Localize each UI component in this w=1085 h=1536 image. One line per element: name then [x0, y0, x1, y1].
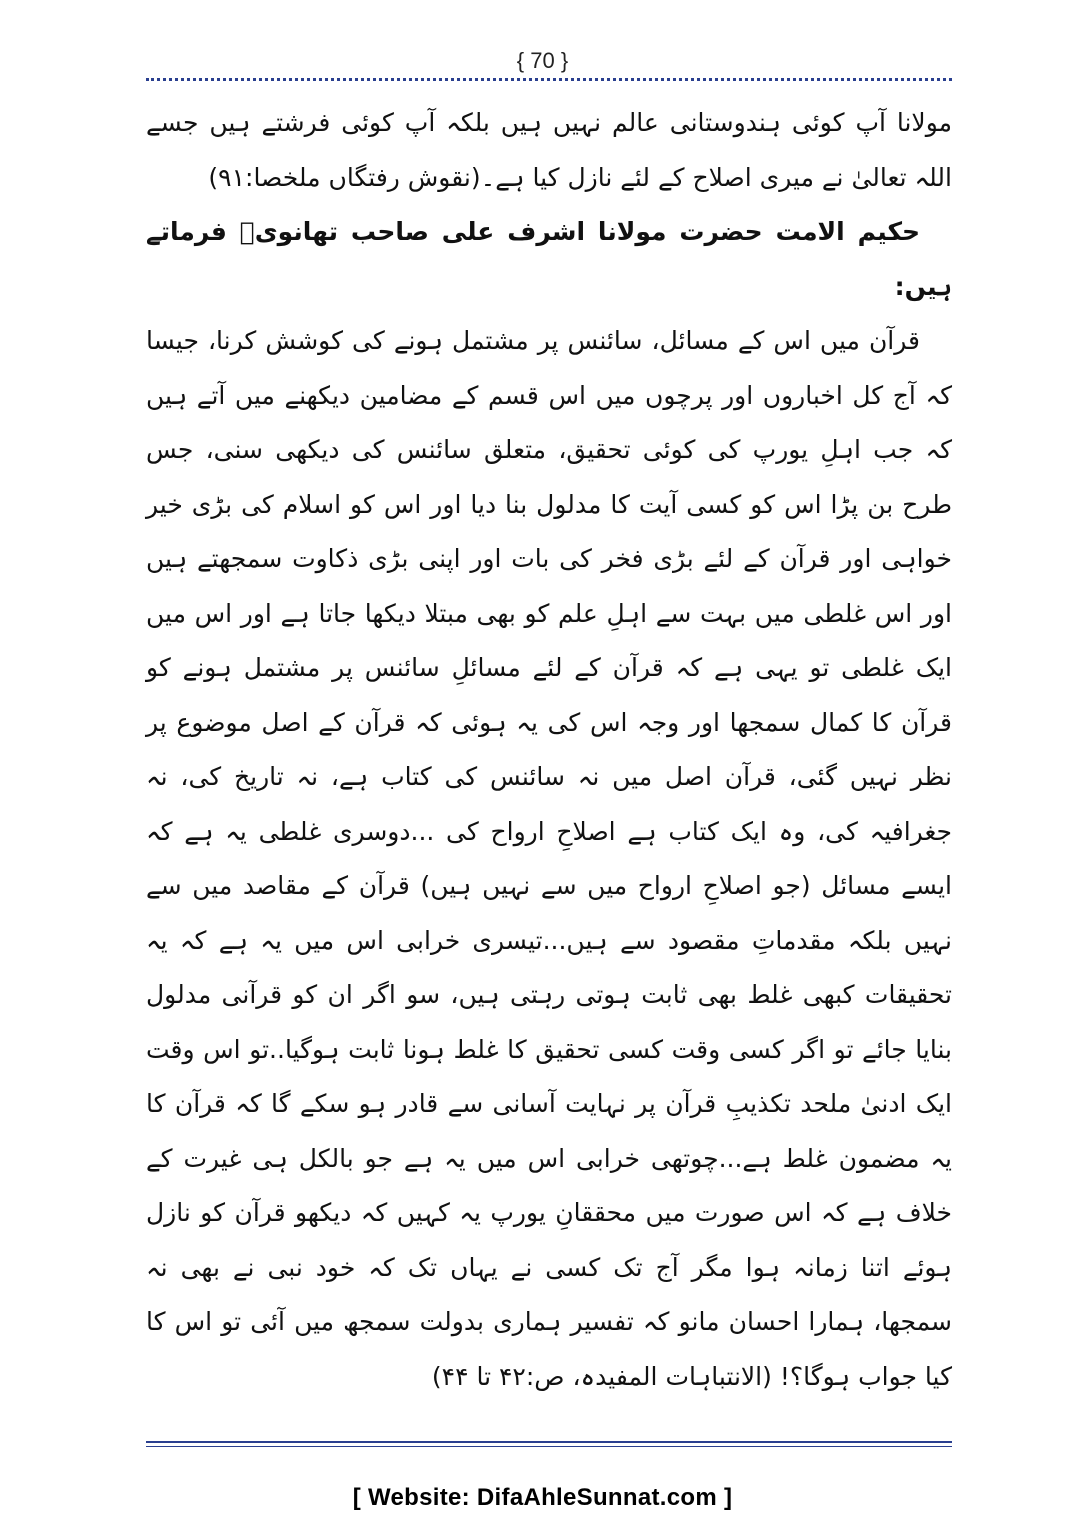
paragraph-quote-end: مولانا آپ کوئی ہندوستانی عالم نہیں ہیں بلکہ آپ کوئی فرشتے ہیں جسے اللہ تعالیٰ نے میری اصلاح کے لئے نازل کیا ہے۔(نقوش رفتگاں ملخصا:۹۱) [146, 108, 952, 192]
footer-divider-thin [146, 1446, 952, 1447]
header-dotted-divider [146, 78, 952, 81]
paragraph-thanvi-quote: قرآن میں اس کے مسائل، سائنس پر مشتمل ہونے کی کوشش کرنا، جیسا کہ آج کل اخباروں اور پرچوں میں اس قسم کے مضامین دیکھنے میں آتے ہیں کہ جب اہلِ یورپ کی کوئی تحقیق، متعلق سائنس کی دیکھی سنی، جس طرح بن پڑا اس کو کسی آیت کا مدلول بنا دیا اور اس کو اسلام کی بڑی خیر خواہی اور قرآن کے لئے بڑی فخر کی بات اور اپنی بڑی ذکاوت سمجھتے ہیں اور اس غلطی میں بہت سے اہلِ علم کو بھی مبتلا دیکھا جاتا ہے اور اس میں ایک غلطی تو یہی ہے کہ قرآن کے لئے مسائلِ سائنس پر مشتمل ہونے کو قرآن کا کمال سمجھا اور وجہ اس کی یہ ہوئی کہ قرآن کے اصل موضوع پر نظر نہیں گئی، قرآن اصل میں نہ سائنس کی کتاب ہے، نہ تاریخ کی، نہ جغرافیہ کی، وہ ایک کتاب ہے اصلاحِ ارواح کی ...دوسری غلطی یہ ہے کہ ایسے مسائل (جو اصلاحِ ارواح میں سے نہیں ہیں) قرآن کے مقاصد میں سے نہیں بلکہ مقدماتِ مقصود سے ہیں...تیسری خرابی اس میں یہ ہے کہ یہ تحقیقات کبھی غلط بھی ثابت ہوتی رہتی ہیں، سو اگر ان کو قرآنی مدلول بنایا جائے تو اگر کسی وقت کسی تحقیق کا غلط ہونا ثابت ہوگیا..تو اس وقت ایک ادنیٰ ملحد تکذیبِ قرآن پر نہایت آسانی سے قادر ہو سکے گا کہ قرآن کا یہ مضمون غلط ہے...چوتھی خرابی اس میں یہ ہے جو بالکل ہی غیرت کے خلاف ہے کہ اس صورت میں محققانِ یورپ یہ کہیں کہ دیکھو قرآن کو نازل ہوئے اتنا زمانہ ہوا مگر آج تک کسی نے یہاں تک کہ خود نبی نے بھی نہ سمجھا، ہمارا احسان مانو کہ تفسیر ہماری بدولت سمجھ میں آئی تو اس کا کیا جواب ہوگا؟! (الانتباہات المفیدہ، ص:۴۲ تا ۴۴) [146, 326, 952, 1391]
paragraph-thanvi-intro: حکیم الامت حضرت مولانا اشرف علی صاحب تھانویؒ فرماتے ہیں: [146, 217, 952, 301]
footer-divider-thick [146, 1441, 952, 1443]
page-number: { 70 } [516, 48, 569, 73]
article-body [146, 96, 952, 1404]
website-footer: [ Website: DifaAhleSunnat.com ] [352, 1484, 733, 1511]
